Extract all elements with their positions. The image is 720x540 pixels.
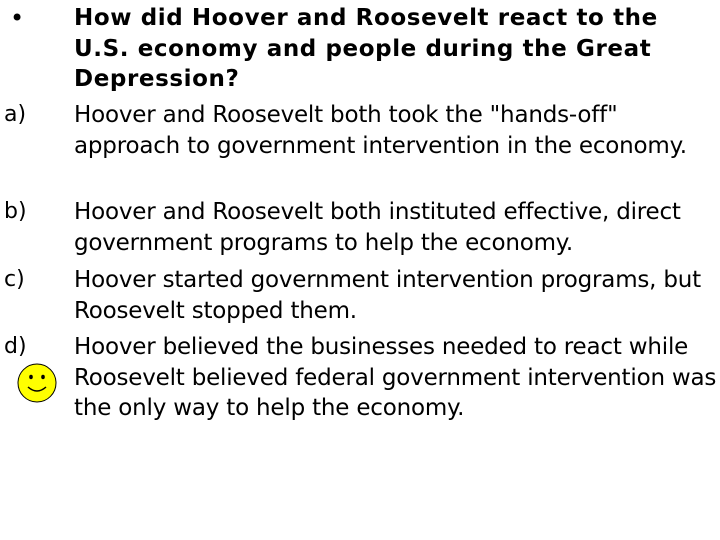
question-text: How did Hoover and Roosevelt react to the U.S. economy and people during the Great Depression? [74,5,658,92]
smiley-left-eye [29,375,33,379]
option-d-text: Hoover believed the businesses needed to react while Roosevelt believed federal government intervention was the only way to help the economy. [74,334,717,421]
option-a-marker: a) [4,102,27,127]
option-c-text: Hoover started government intervention programs, but Roosevelt stopped them. [74,267,701,324]
question-bullet: • [10,4,25,32]
option-b-marker: b) [4,199,27,224]
smiley-face-icon [16,362,58,404]
option-d-marker: d) [4,334,27,359]
smiley-face-circle [18,364,56,402]
option-b-text: Hoover and Roosevelt both instituted effective, direct government programs to help the economy. [74,199,681,256]
option-a-text: Hoover and Roosevelt both took the "hands-off" approach to government intervention in the economy. [74,102,687,159]
smiley-right-eye [41,375,45,379]
option-c-marker: c) [4,267,25,292]
